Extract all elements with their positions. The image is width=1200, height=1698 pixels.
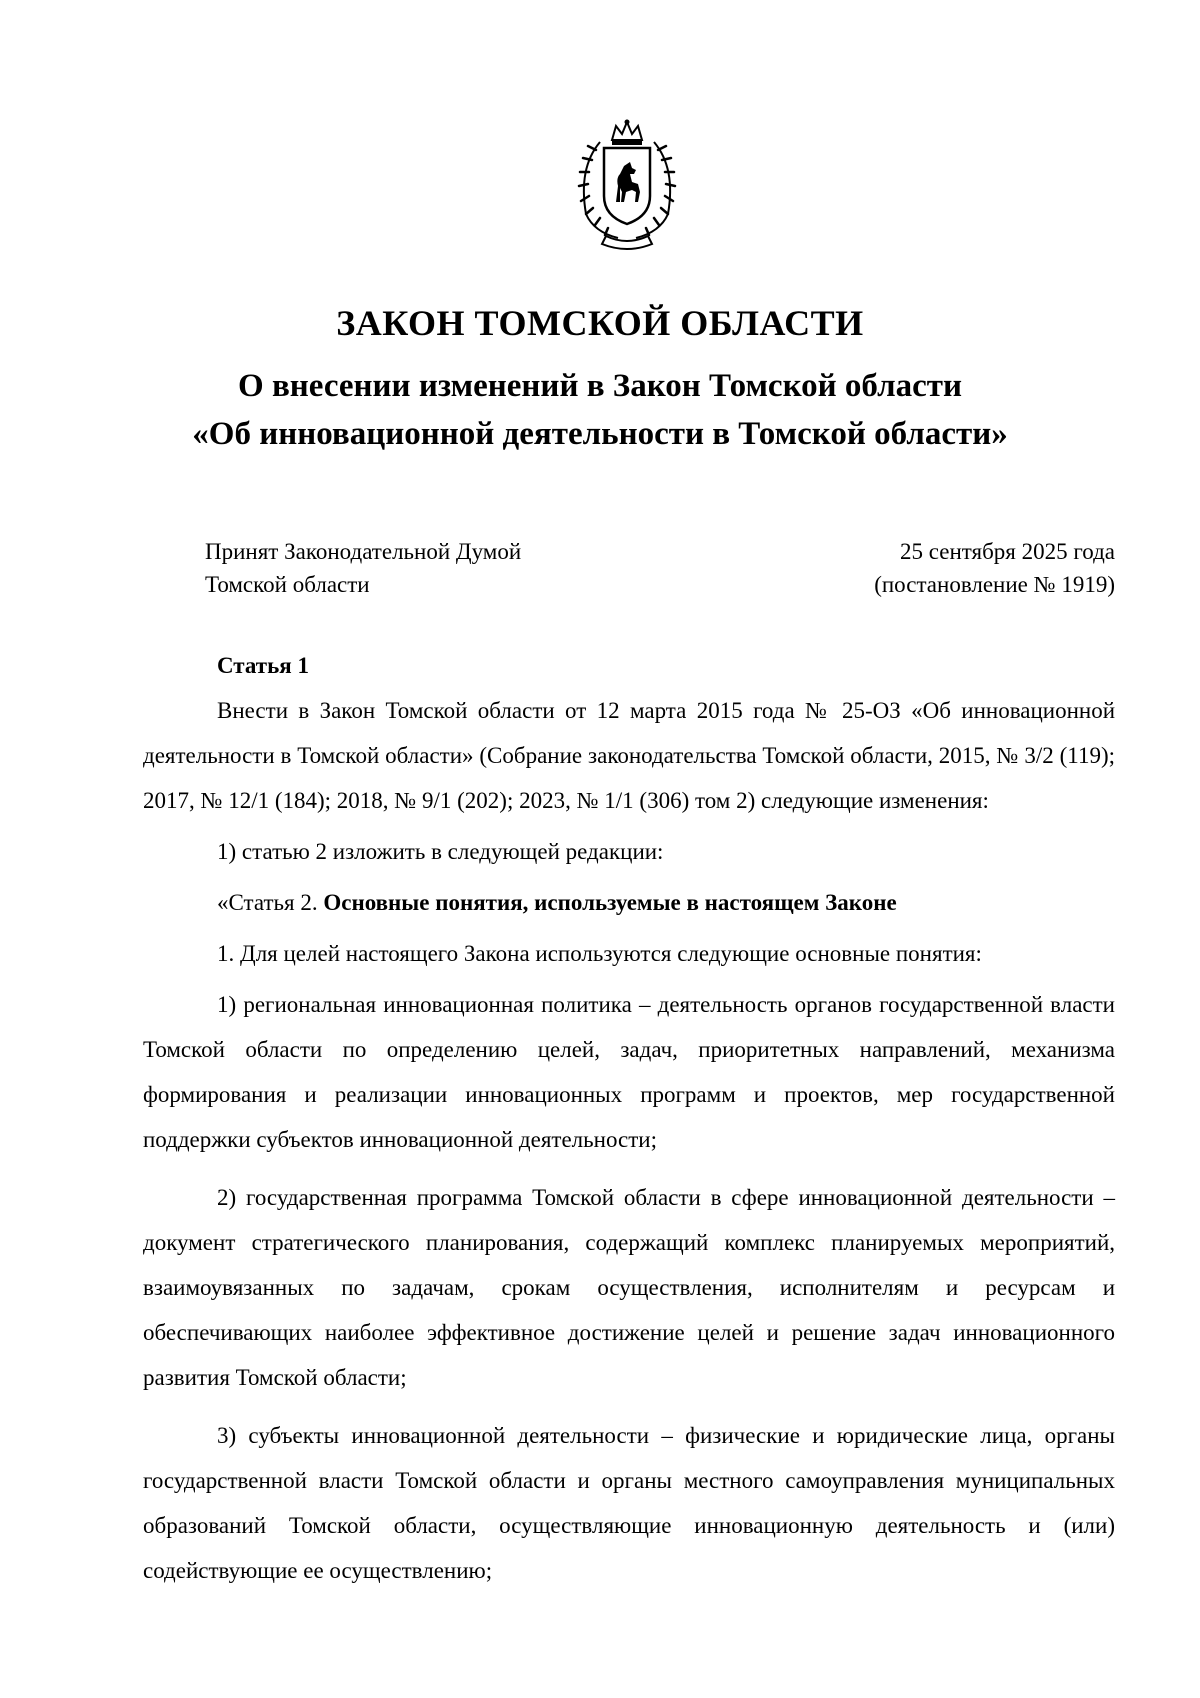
article-intro: Внести в Закон Томской области от 12 марта 2015 года № 25-ОЗ «Об инновационной деятельности в Томской области» (Собрание законодательства Томской области, 2015, № 3/2 (119); 2017, № 12/1 (184); 2018, № 9/1 (202); 2023, № 1/1 (306) том 2) следующие изменения: bbox=[143, 698, 1115, 813]
quoted-article-heading bbox=[143, 880, 1115, 925]
law-title: ЗАКОН ТОМСКОЙ ОБЛАСТИ bbox=[336, 303, 864, 343]
subtitle-line-1: О внесении изменений в Закон Томской области bbox=[238, 368, 962, 404]
adopted-by bbox=[205, 535, 521, 601]
article-heading: Статья 1 bbox=[217, 653, 309, 678]
coat-of-arms-icon bbox=[560, 118, 694, 254]
definition-1: 1) региональная инновационная политика – деятельность органов государственной власти Томской области по определению целей, задач, приоритетных направлений, механизма формирования и реализации инновационных программ и проектов, мер государственной поддержки субъектов инновационной деятельности; bbox=[143, 992, 1115, 1152]
amendment-item-1: 1) статью 2 изложить в следующей редакции: bbox=[217, 839, 664, 864]
adopted-by-line-2: Томской области bbox=[205, 572, 370, 597]
adopted-by-line-1: Принят Законодательной Думой bbox=[205, 539, 522, 564]
subtitle-line-2: «Об инновационной деятельности в Томской области» bbox=[192, 416, 1008, 452]
adoption-date-line: 25 сентября 2025 года bbox=[900, 539, 1115, 564]
definition-2: 2) государственная программа Томской области в сфере инновационной деятельности – документ стратегического планирования, содержащий комплекс планируемых мероприятий, взаимоувязанных по задачам, срокам осуществления, исполнителям и ресурсам и обеспечивающих наиболее эффективное достижение целей и решение задач инновационного развития Томской области; bbox=[143, 1185, 1115, 1390]
document-body bbox=[143, 643, 1115, 1593]
quoted-article-prefix: «Статья 2. bbox=[217, 890, 324, 915]
resolution-number: (постановление № 1919) bbox=[874, 572, 1115, 597]
law-subtitle bbox=[0, 362, 1200, 458]
adoption-date bbox=[874, 535, 1115, 601]
definition-3: 3) субъекты инновационной деятельности – физические и юридические лица, органы государственной власти Томской области и органы местного самоуправления муниципальных образований Томской области, осуществляющие инновационную деятельность и (или) содействующие ее осуществлению; bbox=[143, 1423, 1115, 1583]
clause-1: 1. Для целей настоящего Закона используются следующие основные понятия: bbox=[217, 941, 982, 966]
quoted-article-title: Основные понятия, используемые в настоящем Законе bbox=[323, 890, 897, 915]
